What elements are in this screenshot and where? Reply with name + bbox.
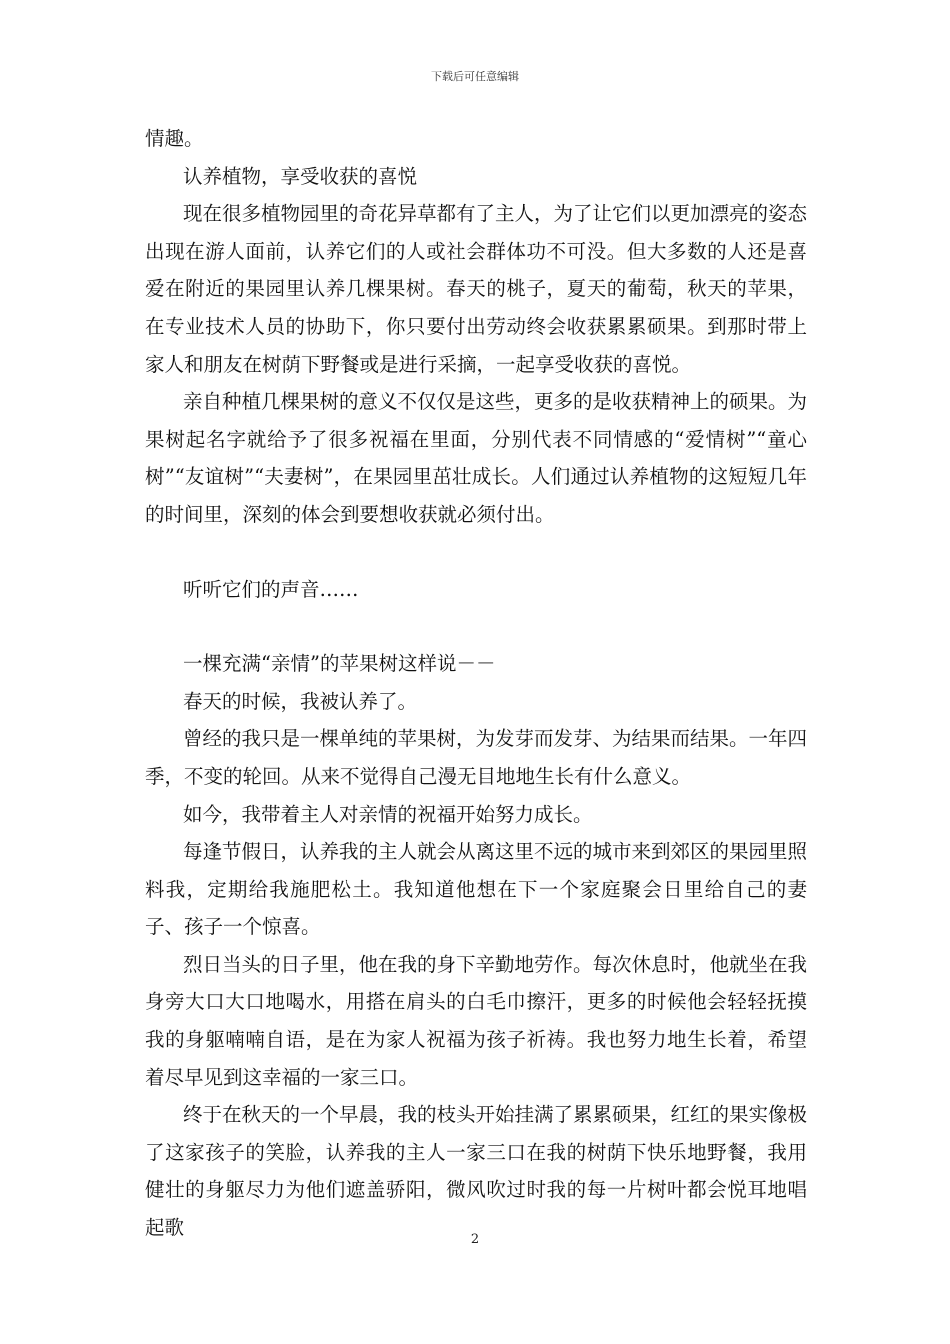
body-paragraph: 烈日当头的日子里，他在我的身下辛勤地劳作。每次休息时，他就坐在我身旁大口大口地喝水，用搭在肩头的白毛巾擦汗，更多的时候他会轻轻抚摸我的身躯喃喃自语，是在为家人祝福为孩子祈祷。我也努力地生长着，希望着尽早见到这幸福的一家三口。 [145, 952, 808, 1089]
page-number: 2 [470, 1232, 480, 1247]
body-paragraph: 现在很多植物园里的奇花异草都有了主人，为了让它们以更加漂亮的姿态出现在游人面前，认养它们的人或社会群体功不可没。但大多数的人还是喜爱在附近的果园里认养几棵果树。春天的桃子，夏天的葡萄，秋天的苹果，在专业技术人员的协助下，你只要付出劳动终会收获累累硕果。到那时带上家人和朋友在树荫下野餐或是进行采摘，一起享受收获的喜悦。 [145, 202, 808, 376]
body-paragraph: 亲自种植几棵果树的意义不仅仅是这些，更多的是收获精神上的硕果。为果树起名字就给予了很多祝福在里面，分别代表不同情感的“爱情树”“童心树”“友谊树”“夫妻树”，在果园里茁壮成长。人们通过认养植物的这短短几年的时间里，深刻的体会到要想收获就必须付出。 [145, 390, 808, 526]
body-paragraph: 每逢节假日，认养我的主人就会从离这里不远的城市来到郊区的果园里照料我，定期给我施肥松土。我知道他想在下一个家庭聚会日里给自己的妻子、孩子一个惊喜。 [145, 840, 808, 939]
paragraph-continuation: 情趣。 [145, 127, 204, 150]
body-paragraph: 终于在秋天的一个早晨，我的枝头开始挂满了累累硕果，红红的果实像极了这家孩子的笑脸，认养我的主人一家三口在我的树荫下快乐地野餐，我用健壮的身躯尽力为他们遮盖骄阳，微风吹过时我的每一片树叶都会悦耳地唱起歌 [145, 1103, 808, 1240]
section-heading: 认养植物，享受收获的喜悦 [183, 164, 418, 188]
body-paragraph: 春天的时候，我被认养了。 [183, 689, 418, 713]
sub-heading: 一棵充满“亲情”的苹果树这样说－－ [183, 652, 496, 676]
body-paragraph: 如今，我带着主人对亲情的祝福开始努力成长。 [183, 802, 593, 826]
page-header: 下载后可任意编辑 [431, 70, 519, 83]
document-body [145, 120, 807, 1247]
section-heading: 听听它们的声音…… [183, 577, 359, 601]
body-paragraph: 曾经的我只是一棵单纯的苹果树，为发芽而发芽、为结果而结果。一年四季，不变的轮回。从来不觉得自己漫无目地地生长有什么意义。 [145, 727, 808, 788]
